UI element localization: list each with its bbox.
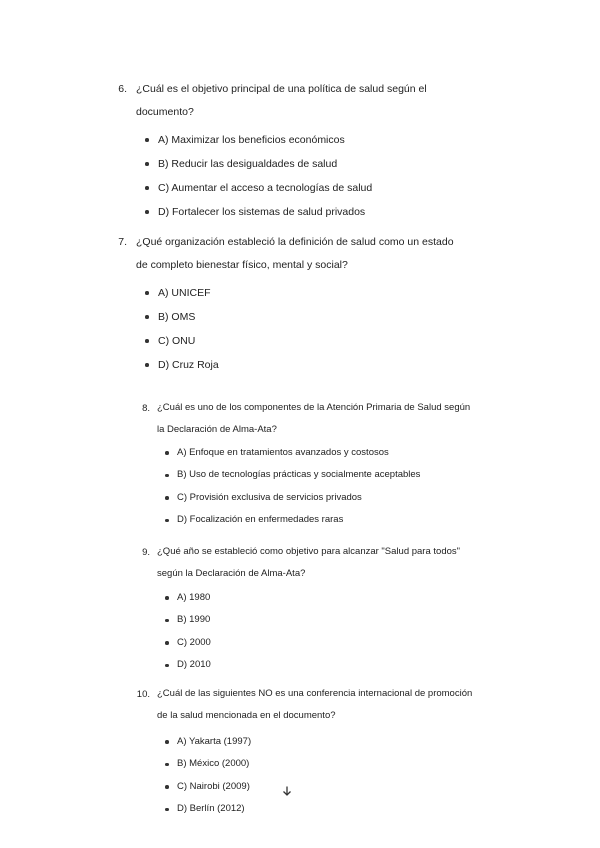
- question-number: 7.: [118, 236, 127, 248]
- option-a: A) 1980: [165, 587, 211, 609]
- options-list: [145, 128, 372, 224]
- question-text: ¿Qué organización estableció la definición de salud como un estado de completo bienestar físico, mental y social?: [136, 236, 454, 271]
- question-text: ¿Cuál de las siguientes NO es una conferencia internacional de promoción de la salud mencionada en el documento?: [157, 688, 473, 721]
- option-a: A) Maximizar los beneficios económicos: [145, 128, 372, 152]
- option-c: C) Aumentar el acceso a tecnologías de salud: [145, 176, 372, 200]
- option-c: C) 2000: [165, 632, 211, 654]
- option-b: B) Reducir las desigualdades de salud: [145, 152, 372, 176]
- option-c: C) Nairobi (2009): [165, 776, 251, 798]
- options-list: [165, 442, 420, 532]
- option-c: C) ONU: [145, 329, 219, 353]
- option-c: C) Provisión exclusiva de servicios privados: [165, 487, 420, 509]
- option-a: A) Enfoque en tratamientos avanzados y costosos: [165, 442, 420, 464]
- question-number: 8.: [142, 403, 150, 414]
- question-text: ¿Cuál es uno de los componentes de la Atención Primaria de Salud según la Declaración de Alma-Ata?: [157, 402, 471, 435]
- option-d: D) 2010: [165, 654, 211, 676]
- option-a: A) UNICEF: [145, 281, 219, 305]
- option-a: A) Yakarta (1997): [165, 731, 251, 753]
- option-d: D) Fortalecer los sistemas de salud privados: [145, 200, 372, 224]
- option-d: D) Berlín (2012): [165, 798, 251, 820]
- question-text: ¿Cuál es el objetivo principal de una política de salud según el documento?: [136, 83, 427, 118]
- question-number: 9.: [142, 547, 150, 558]
- arrow-down-icon: [281, 785, 293, 797]
- option-d: D) Cruz Roja: [145, 353, 219, 377]
- option-b: B) Uso de tecnologías prácticas y socialmente aceptables: [165, 464, 420, 486]
- option-b: B) México (2000): [165, 753, 251, 775]
- options-list: [145, 281, 219, 377]
- option-b: B) 1990: [165, 609, 211, 631]
- question-number: 6.: [118, 83, 127, 95]
- option-d: D) Focalización en enfermedades raras: [165, 509, 420, 531]
- options-list: [165, 587, 211, 677]
- options-list: [165, 731, 251, 821]
- question-number: 10.: [136, 689, 150, 700]
- scroll-down-button[interactable]: [278, 782, 296, 800]
- question-text: ¿Qué año se estableció como objetivo para alcanzar "Salud para todos" según la Declaración de Alma-Ata?: [157, 546, 461, 579]
- option-b: B) OMS: [145, 305, 219, 329]
